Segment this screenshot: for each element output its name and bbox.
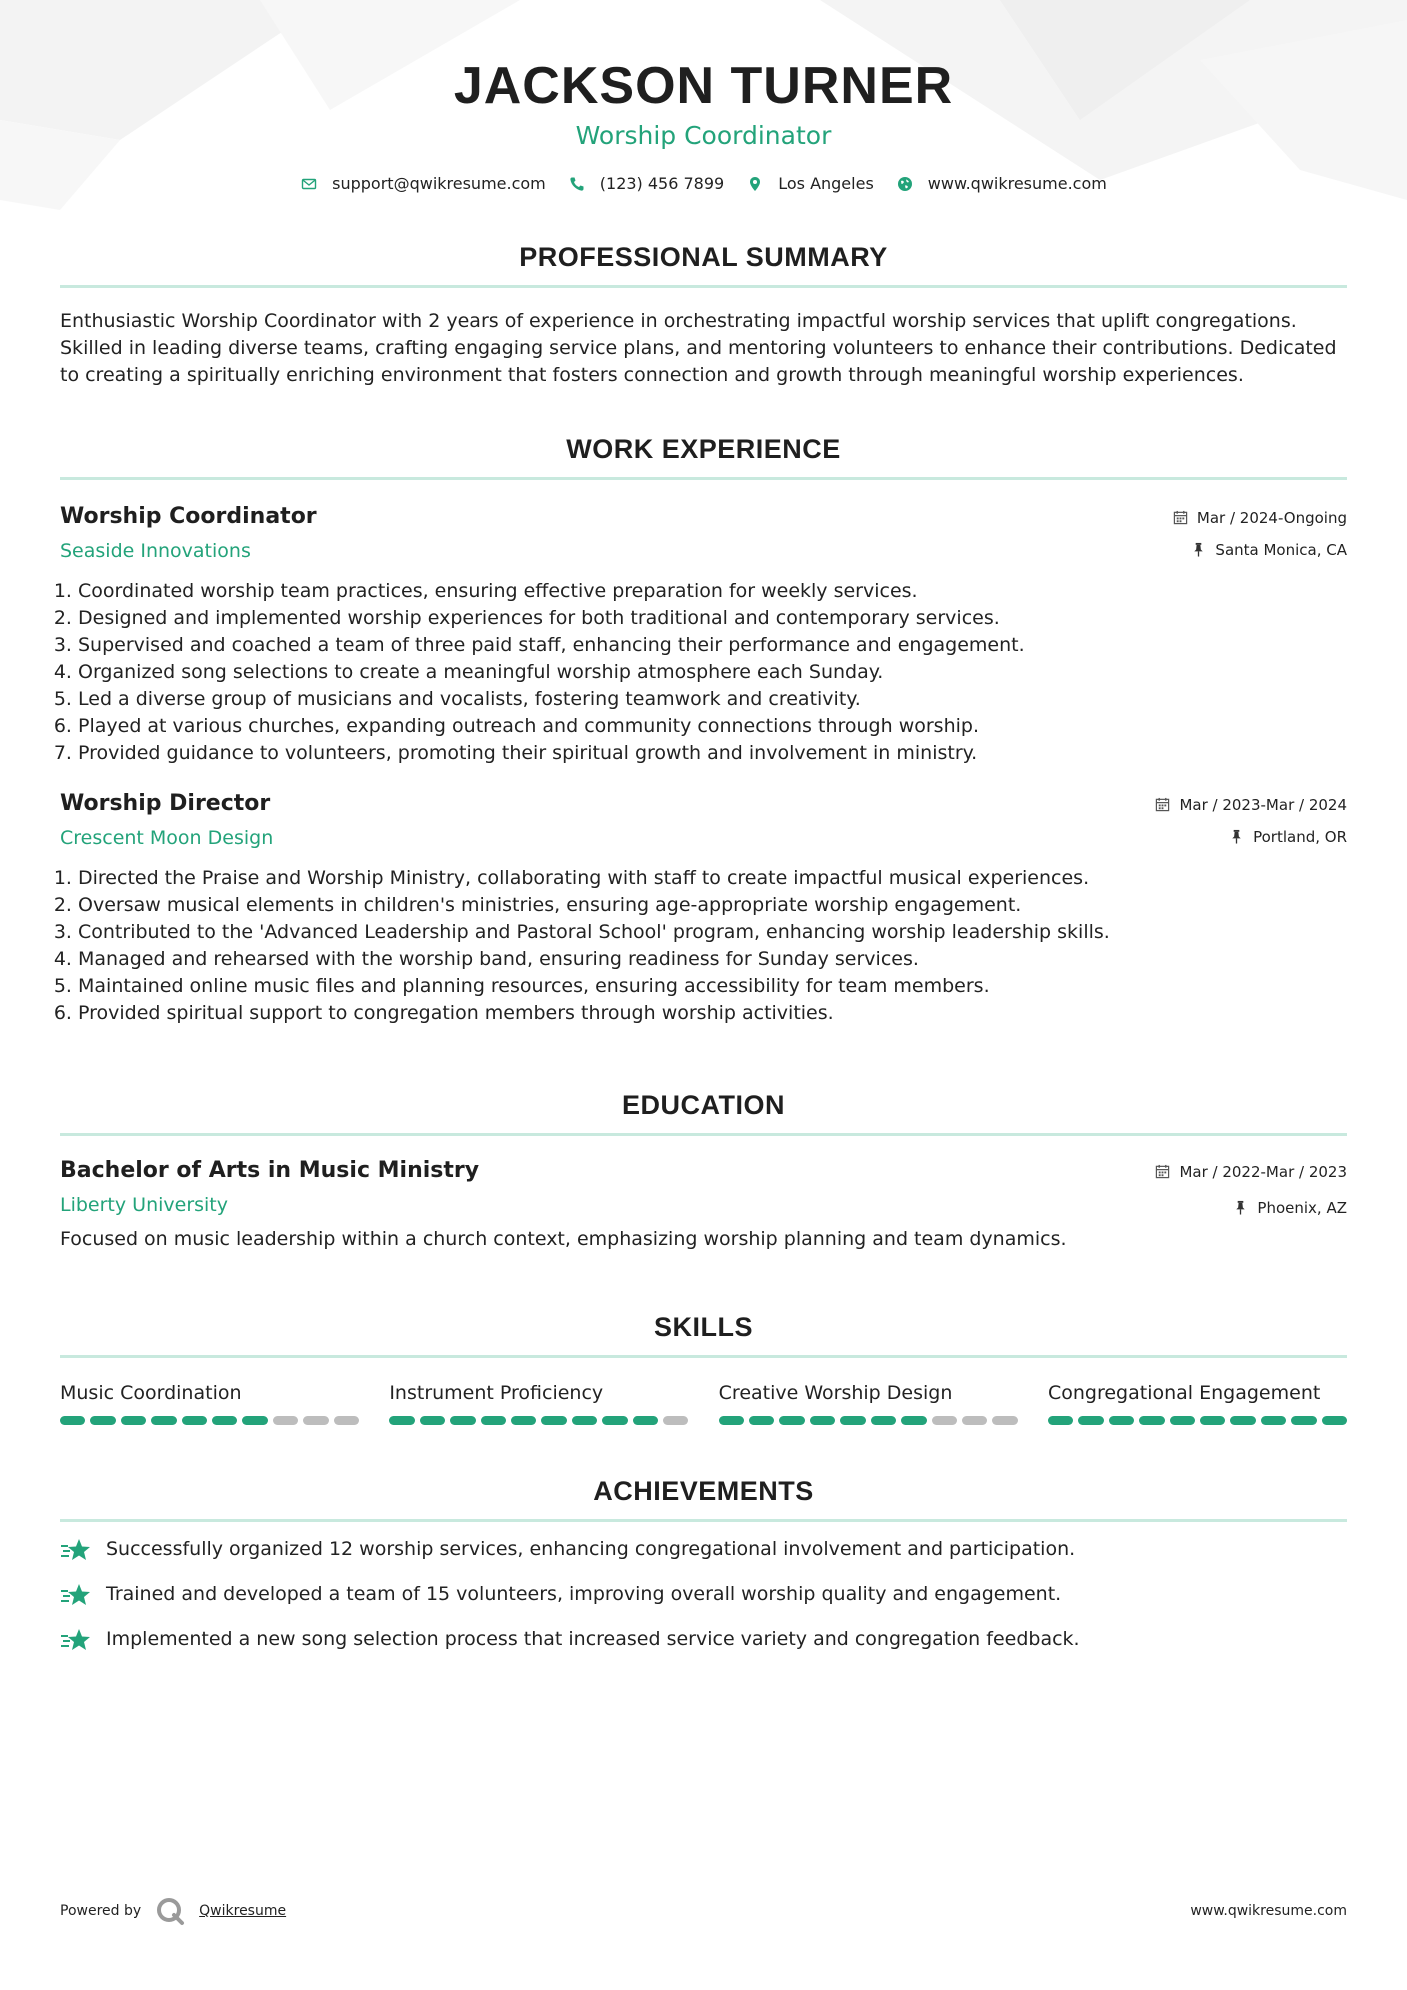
calendar-icon — [1173, 510, 1189, 526]
section-divider — [60, 285, 1347, 288]
skill-level-segment — [541, 1416, 566, 1425]
calendar-icon — [1155, 1164, 1171, 1180]
section-divider — [60, 1355, 1347, 1358]
job-entry — [60, 502, 1347, 767]
list-item: 3. Contributed to the 'Advanced Leadership and Pastoral School' program, enhancing worship leadership skills. — [78, 919, 1347, 946]
page-footer — [60, 1896, 1347, 1926]
skill-level-segment — [572, 1416, 597, 1425]
qwikresume-logo-icon — [155, 1896, 185, 1926]
map-marker-icon — [746, 175, 764, 193]
contact-location — [746, 174, 874, 193]
skill-level-bar — [60, 1416, 359, 1425]
job-company: Seaside Innovations — [60, 540, 251, 562]
contact-location-text: Los Angeles — [778, 174, 874, 193]
pushpin-icon — [1233, 1200, 1249, 1216]
skill-level-segment — [1200, 1416, 1225, 1425]
skill-level-segment — [871, 1416, 896, 1425]
skill-level-segment — [749, 1416, 774, 1425]
skill-level-bar — [389, 1416, 688, 1425]
list-item: 2. Designed and implemented worship experiences for both traditional and contemporary services. — [78, 605, 1347, 632]
skill-level-segment — [1291, 1416, 1316, 1425]
job-company: Crescent Moon Design — [60, 827, 274, 849]
education-date-text: Mar / 2022-Mar / 2023 — [1179, 1163, 1347, 1181]
skill-level-segment — [840, 1416, 865, 1425]
skill-level-segment — [1261, 1416, 1286, 1425]
skill-level-segment — [602, 1416, 627, 1425]
skill-level-segment — [1170, 1416, 1195, 1425]
degree-title: Bachelor of Arts in Music Ministry — [60, 1158, 480, 1183]
skill-level-segment — [1230, 1416, 1255, 1425]
skill-level-segment — [962, 1416, 987, 1425]
skill-level-segment — [389, 1416, 414, 1425]
contact-website[interactable] — [896, 174, 1107, 193]
experience-section — [60, 433, 1347, 1027]
summary-text: Enthusiastic Worship Coordinator with 2 years of experience in orchestrating impactful worship services that uplift congregations. Skilled in leading diverse teams, crafting engaging service plans, and mentoring volunteers to enhance their contributions. Dedicated to creating a spiritually enriching environment that fosters connection and growth through meaningful worship experiences. — [60, 310, 1337, 386]
job-entry — [60, 789, 1347, 1027]
footer-website[interactable]: www.qwikresume.com — [1190, 1903, 1347, 1919]
job-title: Worship Director — [60, 791, 271, 816]
skill-level-segment — [511, 1416, 536, 1425]
pushpin-icon — [1229, 829, 1245, 845]
list-item: 1. Coordinated worship team practices, ensuring effective preparation for weekly services. — [78, 578, 1347, 605]
skill-item — [719, 1380, 1018, 1425]
job-date — [1173, 508, 1347, 528]
skill-level-segment — [663, 1416, 688, 1425]
achievements-section — [60, 1475, 1347, 1653]
skill-level-segment — [1139, 1416, 1164, 1425]
skill-level-segment — [60, 1416, 85, 1425]
skill-level-segment — [90, 1416, 115, 1425]
job-bullet-list — [60, 865, 1347, 1027]
skill-name: Music Coordination — [60, 1382, 242, 1404]
contact-phone[interactable] — [568, 174, 724, 193]
shooting-star-icon — [60, 1537, 92, 1563]
job-location-text: Portland, OR — [1253, 828, 1347, 846]
school-name: Liberty University — [60, 1194, 229, 1216]
skill-level-segment — [450, 1416, 475, 1425]
experience-heading: WORK EXPERIENCE — [566, 434, 841, 464]
job-date — [1155, 795, 1347, 815]
summary-heading: PROFESSIONAL SUMMARY — [519, 242, 888, 272]
education-location-text: Phoenix, AZ — [1257, 1199, 1347, 1217]
list-item: 4. Managed and rehearsed with the worship band, ensuring readiness for Sunday services. — [78, 946, 1347, 973]
resume-header — [60, 0, 1347, 193]
list-item: 5. Maintained online music files and planning resources, ensuring accessibility for team members. — [78, 973, 1347, 1000]
list-item — [60, 1536, 1347, 1563]
phone-icon — [568, 175, 586, 193]
skill-name: Creative Worship Design — [718, 1382, 953, 1404]
qwikresume-link[interactable]: Qwikresume — [199, 1903, 287, 1919]
skill-level-segment — [121, 1416, 146, 1425]
education-entry — [60, 1156, 1347, 1253]
powered-by — [60, 1896, 286, 1926]
skill-level-segment — [273, 1416, 298, 1425]
skill-level-segment — [151, 1416, 176, 1425]
skill-name: Congregational Engagement — [1047, 1382, 1321, 1404]
skills-section — [60, 1311, 1347, 1425]
skill-level-segment — [1109, 1416, 1134, 1425]
skill-level-segment — [932, 1416, 957, 1425]
pushpin-icon — [1191, 542, 1207, 558]
list-item: 7. Provided guidance to volunteers, promoting their spiritual growth and involvement in ministry. — [78, 740, 1347, 767]
contact-email[interactable] — [300, 174, 546, 193]
contact-email-text: support@qwikresume.com — [332, 174, 546, 193]
education-date — [1155, 1162, 1347, 1182]
skill-level-segment — [420, 1416, 445, 1425]
job-location-text: Santa Monica, CA — [1215, 541, 1347, 559]
skill-level-segment — [481, 1416, 506, 1425]
skill-level-segment — [992, 1416, 1017, 1425]
job-title: Worship Coordinator — [60, 504, 317, 529]
achievements-heading: ACHIEVEMENTS — [593, 1476, 814, 1506]
skill-item — [60, 1380, 359, 1425]
skill-level-bar — [719, 1416, 1018, 1425]
skill-level-bar — [1048, 1416, 1347, 1425]
resume-page — [60, 0, 1347, 1653]
shooting-star-icon — [60, 1582, 92, 1608]
skill-level-segment — [334, 1416, 359, 1425]
summary-section — [60, 241, 1347, 389]
skill-level-segment — [182, 1416, 207, 1425]
job-date-text: Mar / 2024-Ongoing — [1196, 509, 1347, 527]
skill-item — [1048, 1380, 1347, 1425]
list-item: 4. Organized song selections to create a meaningful worship atmosphere each Sunday. — [78, 659, 1347, 686]
skill-level-segment — [242, 1416, 267, 1425]
skills-heading: SKILLS — [653, 1312, 753, 1342]
achievement-text: Trained and developed a team of 15 volunteers, improving overall worship quality and engagement. — [106, 1583, 1062, 1605]
list-item: 3. Supervised and coached a team of three paid staff, enhancing their performance and engagement. — [78, 632, 1347, 659]
skill-level-segment — [901, 1416, 926, 1425]
list-item: 2. Oversaw musical elements in children's ministries, ensuring age-appropriate worship engagement. — [78, 892, 1347, 919]
section-divider — [60, 1133, 1347, 1136]
list-item: 1. Directed the Praise and Worship Ministry, collaborating with staff to create impactful musical experiences. — [78, 865, 1347, 892]
skill-level-segment — [633, 1416, 658, 1425]
skill-level-segment — [1322, 1416, 1347, 1425]
skills-list — [60, 1380, 1347, 1425]
contact-website-text: www.qwikresume.com — [927, 174, 1107, 193]
job-location — [1155, 827, 1347, 847]
education-section — [60, 1089, 1347, 1253]
section-divider — [60, 477, 1347, 480]
education-heading: EDUCATION — [622, 1090, 785, 1120]
job-bullet-list — [60, 578, 1347, 767]
skill-level-segment — [779, 1416, 804, 1425]
education-location — [1155, 1198, 1347, 1218]
achievements-list — [60, 1536, 1347, 1653]
achievement-text: Successfully organized 12 worship services, enhancing congregational involvement and participation. — [106, 1538, 1076, 1560]
globe-icon — [896, 175, 914, 193]
skill-level-segment — [810, 1416, 835, 1425]
shooting-star-icon — [60, 1627, 92, 1653]
achievement-text: Implemented a new song selection process that increased service variety and congregation feedback. — [106, 1628, 1080, 1650]
calendar-icon — [1155, 797, 1171, 813]
section-divider — [60, 1519, 1347, 1522]
list-item: 6. Provided spiritual support to congregation members through worship activities. — [78, 1000, 1347, 1027]
job-location — [1173, 540, 1347, 560]
skill-level-segment — [303, 1416, 328, 1425]
list-item — [60, 1581, 1347, 1608]
contact-phone-text: (123) 456 7899 — [599, 174, 725, 193]
education-description: Focused on music leadership within a church context, emphasizing worship planning and team dynamics. — [60, 1228, 1067, 1250]
candidate-name: JACKSON TURNER — [453, 57, 954, 115]
job-date-text: Mar / 2023-Mar / 2024 — [1179, 796, 1347, 814]
powered-by-label: Powered by — [60, 1903, 142, 1919]
contact-bar — [60, 174, 1347, 193]
list-item: 6. Played at various churches, expanding outreach and community connections through worship. — [78, 713, 1347, 740]
list-item: 5. Led a diverse group of musicians and vocalists, fostering teamwork and creativity. — [78, 686, 1347, 713]
skill-level-segment — [719, 1416, 744, 1425]
candidate-title: Worship Coordinator — [575, 121, 832, 150]
list-item — [60, 1626, 1347, 1653]
skill-level-segment — [212, 1416, 237, 1425]
skill-item — [389, 1380, 688, 1425]
skill-level-segment — [1048, 1416, 1073, 1425]
skill-level-segment — [1078, 1416, 1103, 1425]
envelope-icon — [300, 175, 318, 193]
skill-name: Instrument Proficiency — [389, 1382, 604, 1404]
